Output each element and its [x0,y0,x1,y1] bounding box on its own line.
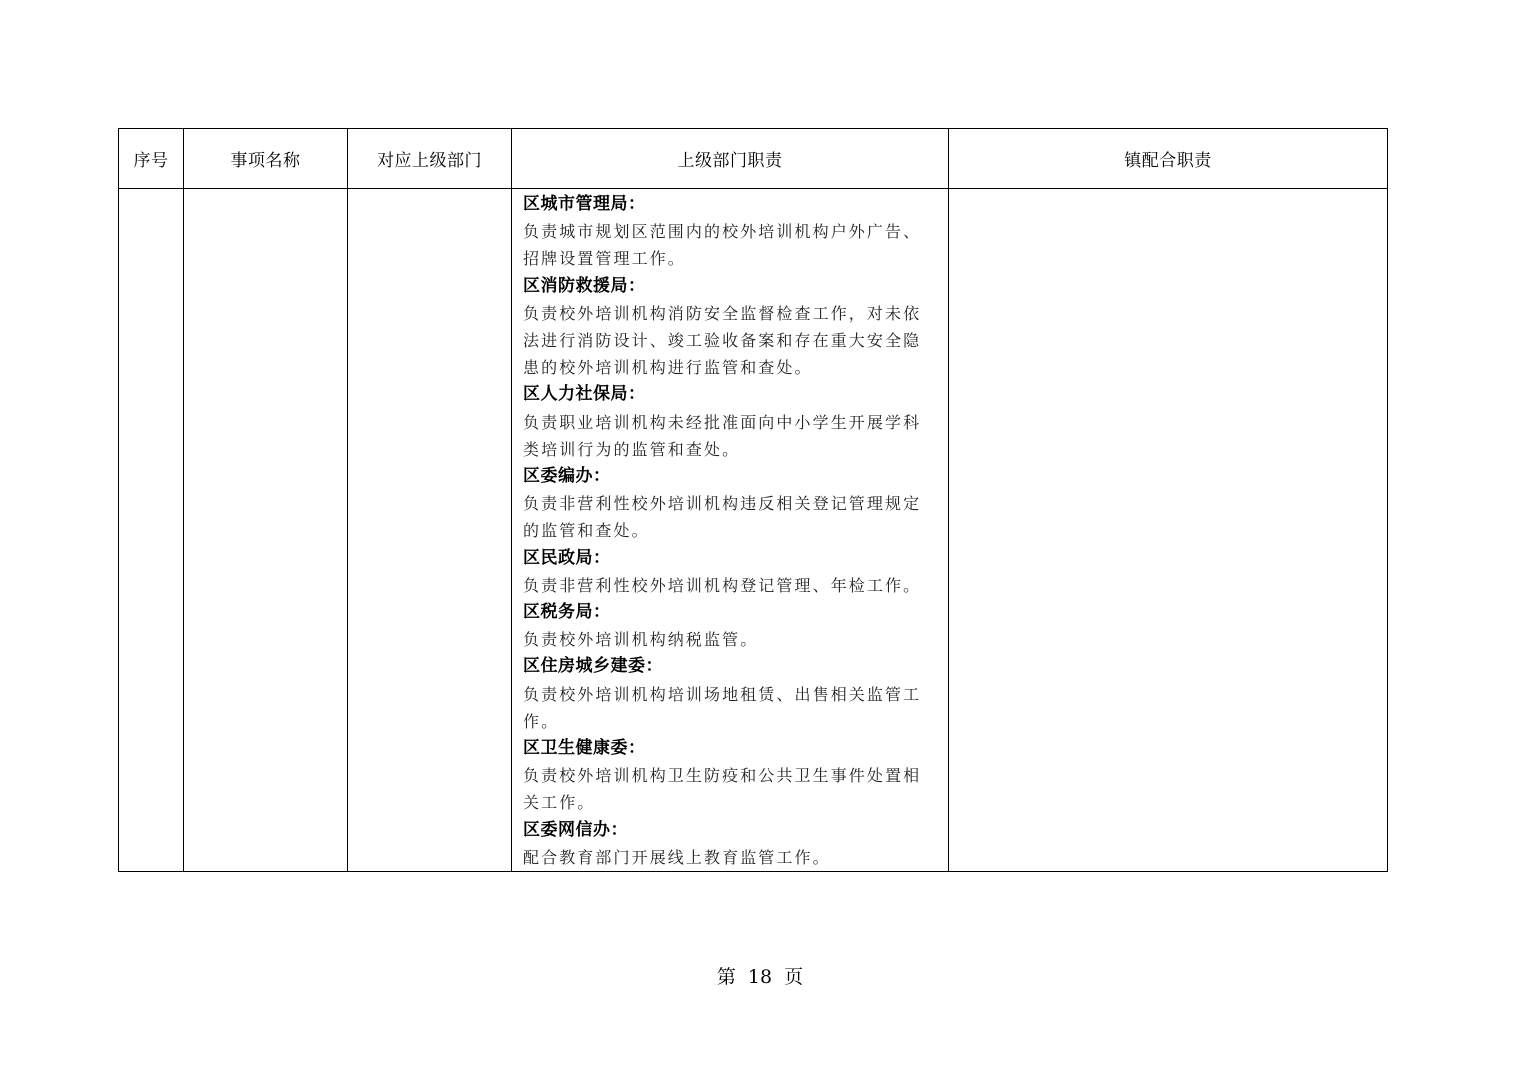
duty-department: 区税务局： [523,602,611,623]
table-row [119,189,1388,872]
responsibility-table [118,128,1388,872]
page-number-suffix: 页 [784,966,804,988]
cell-serial-number [119,189,184,872]
duty-text: 负责非营利性校外培训机构违反相关登记管理规定的监管和查处。 [523,494,922,541]
duty-text: 负责城市规划区范围内的校外培训机构户外广告、招牌设置管理工作。 [523,222,922,269]
cell-superior-duties [512,189,949,872]
duty-department: 区住房城乡建委： [523,656,663,677]
duty-department: 区消防救援局： [523,275,646,296]
duty-text: 负责校外培训机构消防安全监督检查工作，对未依法进行消防设计、竣工验收备案和存在重大安全隐患的校外培训机构进行监管和查处。 [523,303,922,378]
duty-department: 区人力社保局： [523,384,646,405]
header-town-cooperation-duties: 镇配合职责 [949,129,1388,189]
duty-department: 区城市管理局： [523,194,646,214]
duty-department: 区委网信办： [523,819,628,840]
duty-text: 配合教育部门开展线上教育监管工作。 [523,847,831,867]
header-superior-duties: 上级部门职责 [512,129,949,189]
table-header-row [119,129,1388,189]
cell-item-name [184,189,348,872]
duties-list [512,189,948,871]
header-item-name: 事项名称 [184,129,348,189]
page-number: 18 [747,966,773,988]
duty-department: 区民政局： [523,547,611,568]
page-footer [0,962,1520,989]
duty-text: 负责校外培训机构卫生防疫和公共卫生事件处置相关工作。 [523,766,922,813]
duty-text: 负责职业培训机构未经批准面向中小学生开展学科类培训行为的监管和查处。 [523,412,922,459]
duty-text: 负责校外培训机构培训场地租赁、出售相关监管工作。 [523,684,922,731]
header-serial-number: 序号 [119,129,184,189]
duty-text: 负责校外培训机构纳税监管。 [523,630,759,650]
page-number-prefix: 第 [716,966,736,988]
duty-department: 区卫生健康委： [523,738,646,759]
duty-text: 负责非营利性校外培训机构登记管理、年检工作。 [523,575,922,595]
cell-town-cooperation-duties [949,189,1388,872]
duty-department: 区委编办： [523,466,611,487]
cell-superior-department [348,189,512,872]
header-superior-department: 对应上级部门 [348,129,512,189]
